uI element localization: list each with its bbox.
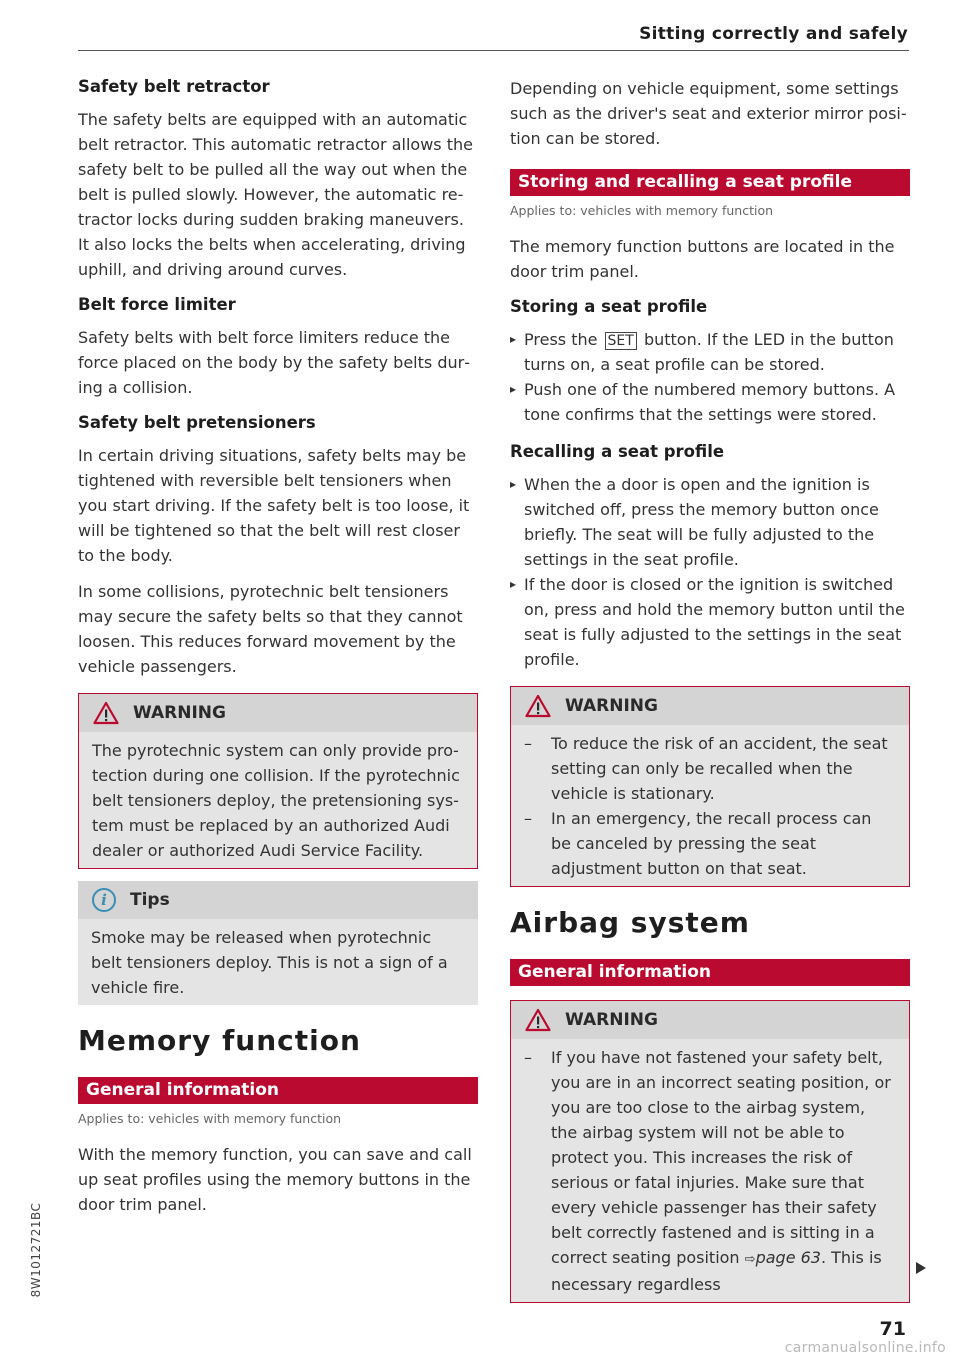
applies-note: Applies to: vehicles with memory function (78, 1111, 342, 1126)
page-reference-arrow-icon: ⇨ (744, 1252, 756, 1267)
page-number: 71 (879, 1318, 906, 1340)
header-rule (78, 50, 909, 51)
pretensioner-text-2: In some collisions, pyrotechnic belt tensioners may secure the safety belts so that they cannot loosen. This reduces forward movement by the vehicle passengers. (78, 582, 463, 676)
document-code: 8W1012721BC (29, 1202, 43, 1298)
warning-body (511, 1039, 909, 1302)
intro-text: Depending on vehicle equipment, some settings such as the driver's seat and exterior mirror position can be stored. (510, 79, 907, 148)
tips-title: Tips (130, 890, 170, 910)
warning-body (79, 732, 477, 868)
info-icon: i (92, 888, 116, 912)
continue-arrow-icon (916, 1262, 926, 1274)
recalling-heading: Recalling a seat profile (510, 442, 725, 461)
retractor-heading: Safety belt retractor (78, 77, 270, 96)
warning-list (524, 1045, 896, 1297)
storing-heading: Storing a seat profile (510, 297, 708, 316)
list-item: ▸ If the door is closed or the ignition is switched on, press and hold the memory button until the seat is fully adjusted to the settings in the seat profile. (510, 572, 910, 672)
warning-list (524, 731, 896, 881)
storing-recalling-bar: Storing and recalling a seat profile (510, 169, 910, 196)
limiter-text: Safety belts with belt force limiters reduce the force placed on the body by the safety belts during a collision. (78, 328, 470, 397)
list-item: – To reduce the risk of an accident, the seat setting can only be recalled when the vehicle is stationary. (524, 731, 896, 806)
list-item: ▸ Push one of the numbered memory buttons. A tone confirms that the settings were stored. (510, 377, 910, 427)
warning-header (511, 687, 909, 725)
warning-title: WARNING (565, 696, 658, 716)
left-column (78, 70, 478, 1228)
warning-triangle-icon (525, 1008, 551, 1032)
general-info-bar: General information (78, 1077, 478, 1104)
page-reference-link[interactable]: page 63 (755, 1248, 821, 1267)
recalling-steps (510, 472, 910, 672)
warning-text: The pyrotechnic system can only provide protection during one collision. If the pyrotechnic belt tensioners deploy, the pretensioning system must be replaced by an authorized Audi dealer or authorized Audi Service Facility. (92, 741, 460, 860)
tips-box (78, 881, 478, 1005)
pretensioner-heading: Safety belt pretensioners (78, 413, 316, 432)
airbag-warning-box (510, 1000, 910, 1303)
limiter-heading: Belt force limiter (78, 295, 236, 314)
warning-body (511, 725, 909, 886)
storing-steps (510, 327, 910, 427)
list-item: ▸ Press the SET button. If the LED in the button turns on, a seat profile can be stored. (510, 327, 910, 377)
warning-triangle-icon (93, 701, 119, 725)
list-item: – In an emergency, the recall process can be canceled by pressing the seat adjustment button on that seat. (524, 806, 896, 881)
list-item: ▸ When the a door is open and the ignition is switched off, press the memory button once briefly. The seat will be fully adjusted to the settings in the seat profile. (510, 472, 910, 572)
warning-triangle-icon (525, 694, 551, 718)
applies-note: Applies to: vehicles with memory function (510, 203, 774, 218)
watermark: carmanualsonline.info (784, 1340, 946, 1356)
buttons-text: The memory function buttons are located in the door trim panel. (510, 237, 895, 281)
warning-header (79, 694, 477, 732)
memory-chapter-title: Memory function (78, 1024, 361, 1057)
retractor-text: The safety belts are equipped with an automatic belt retractor. This automatic retractor allows the safety belt to be pulled all the way out when the belt is pulled slowly. However, the automatic retractor locks during sudden braking maneuvers. It also locks the belts when accelerating, driving uphill, and driving around curves. (78, 110, 473, 279)
warning-header (511, 1001, 909, 1039)
tips-header (78, 881, 478, 919)
warning-box (78, 693, 478, 869)
memory-text: With the memory function, you can save and call up seat profiles using the memory buttons in the door trim panel. (78, 1145, 472, 1214)
general-info-bar: General information (510, 959, 910, 986)
pretensioner-text-1: In certain driving situations, safety belts may be tightened with reversible belt tensioners when you start driving. If the safety belt is too loose, it will be tightened so that the belt will rest closer to the body. (78, 446, 470, 565)
tips-body (78, 919, 478, 1005)
running-header: Sitting correctly and safely (639, 24, 908, 44)
list-item: – If you have not fastened your safety belt, you are in an incorrect seating position, or you are too close to the airbag system, the airbag system will not be able to protect you. This increases the risk of serious or fatal injuries. Make sure that every vehicle passenger has their safety belt correctly fastened and is sitting in a correct seating position ⇨page 63. This is necessary regardless (524, 1045, 896, 1297)
warning-title: WARNING (565, 1010, 658, 1030)
warning-box (510, 686, 910, 887)
warning-title: WARNING (133, 703, 226, 723)
airbag-chapter-title: Airbag system (510, 906, 750, 939)
tips-text: Smoke may be released when pyrotechnic belt tensioners deploy. This is not a sign of a vehicle fire. (91, 928, 448, 997)
right-column (510, 70, 910, 1315)
set-key-label: SET (605, 332, 637, 350)
